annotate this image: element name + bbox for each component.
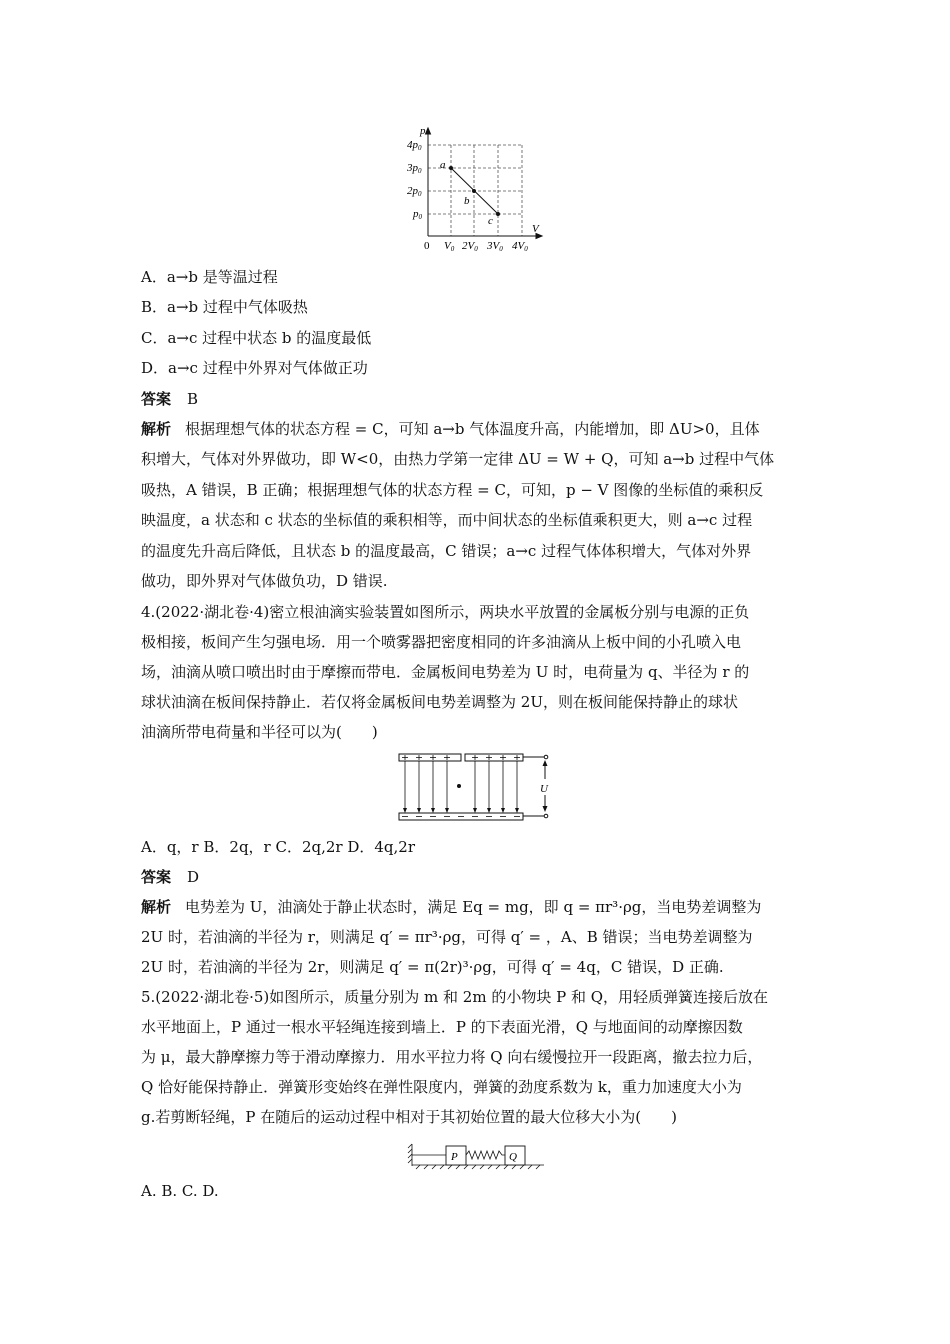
q3-analysis-line-1: 解析 根据理想气体的状态方程 = C，可知 a→b 气体温度升高，内能增加，即 ΔU>0，且体 bbox=[141, 420, 760, 438]
pv-axes bbox=[426, 128, 543, 239]
q5-options: A. B. C. D. bbox=[141, 1182, 219, 1200]
label-p: P bbox=[451, 1151, 458, 1163]
x-tick-4v0: 4V0 bbox=[512, 240, 528, 253]
q3-analysis-line-6: 做功，即外界对气体做负功，D 错误. bbox=[141, 572, 388, 590]
q4-answer: 答案 D bbox=[141, 868, 200, 886]
ground bbox=[412, 1165, 544, 1169]
q3-answer: 答案 B bbox=[141, 390, 199, 408]
q4-stem-line-1: 4.(2022·湖北卷·4)密立根油滴实验装置如图所示，两块水平放置的金属板分别与电源的正负 bbox=[141, 603, 750, 621]
q3-analysis-line-4: 映温度，a 状态和 c 状态的坐标值的乘积相等，而中间状态的坐标值乘积更大，则 a→c 过程 bbox=[141, 511, 753, 529]
label-c: c bbox=[488, 215, 493, 227]
q3-analysis-line-3: 吸热，A 错误，B 正确；根据理想气体的状态方程 = C，可知，p − V 图像的坐标值的乘积反 bbox=[141, 481, 764, 499]
q4-options: A．q，r B．2q，r C．2q,2r D．4q,2r bbox=[141, 838, 416, 856]
q4-analysis-line-2: 2U 时，若油滴的半径为 r，则满足 q′ = πr³·ρg，可得 q′ = ，A、B 错误；当电势差调整为 bbox=[141, 928, 753, 946]
q4-stem-line-5: 油滴所带电荷量和半径可以为( ) bbox=[141, 723, 378, 741]
voltage-label: U bbox=[540, 783, 548, 795]
spring-block-figure bbox=[406, 1140, 546, 1172]
x-tick-2v0: 2V0 bbox=[462, 240, 478, 253]
q5-stem-line-5: g.若剪断轻绳，P 在随后的运动过程中相对于其初始位置的最大位移大小为( ) bbox=[141, 1108, 677, 1126]
x-axis-label: V bbox=[532, 223, 539, 235]
q3-analysis-line-2: 积增大，气体对外界做功，即 W<0，由热力学第一定律 ΔU = W + Q，可知 a→b 过程中气体 bbox=[141, 450, 775, 468]
q4-analysis-line-1: 解析 电势差为 U，油滴处于静止状态时，满足 Eq = mg，即 q = πr³·ρg，当电势差调整为 bbox=[141, 898, 762, 916]
field-arrow-heads bbox=[403, 808, 519, 813]
q4-stem-line-3: 场，油滴从喷口喷出时由于摩擦而带电．金属板间电势差为 U 时，电荷量为 q、半径为 r 的 bbox=[141, 663, 750, 681]
wall bbox=[408, 1144, 412, 1166]
q4-stem-line-2: 极相接，板间产生匀强电场．用一个喷雾器把密度相同的许多油滴从上板中间的小孔喷入电 bbox=[141, 633, 742, 651]
q3-option-b: B．a→b 过程中气体吸热 bbox=[141, 298, 308, 316]
x-tick-3v0: 3V0 bbox=[487, 240, 503, 253]
x-tick-v0: V0 bbox=[444, 240, 455, 253]
spring bbox=[466, 1151, 505, 1159]
label-q: Q bbox=[509, 1151, 517, 1163]
q3-option-c: C．a→c 过程中状态 b 的温度最低 bbox=[141, 329, 372, 347]
q3-analysis-line-5: 的温度先升高后降低，且状态 b 的温度最高，C 错误；a→c 过程气体体积增大，气体对外界 bbox=[141, 542, 752, 560]
label-b: b bbox=[464, 195, 470, 207]
y-tick-labels bbox=[406, 139, 423, 221]
y-tick-4p0: 4p0 bbox=[407, 139, 422, 152]
point-b bbox=[472, 189, 476, 193]
q3-option-d: D．a→c 过程中外界对气体做正功 bbox=[141, 359, 368, 377]
q5-stem-line-1: 5.(2022·湖北卷·5)如图所示，质量分别为 m 和 2m 的小物块 P 和 Q，用轻质弹簧连接后放在 bbox=[141, 988, 769, 1006]
q3-option-a: A．a→b 是等温过程 bbox=[141, 268, 278, 286]
q5-stem-line-3: 为 μ，最大静摩擦力等于滑动摩擦力．用水平拉力将 Q 向右缓慢拉开一段距离，撤去拉力后， bbox=[141, 1048, 763, 1066]
y-tick-2p0: 2p0 bbox=[407, 185, 422, 198]
x-tick-labels bbox=[444, 240, 528, 253]
oil-drop bbox=[457, 784, 461, 788]
pv-graph bbox=[400, 124, 550, 256]
label-a: a bbox=[440, 159, 446, 171]
y-tick-p0: p0 bbox=[413, 208, 422, 221]
field-lines bbox=[405, 761, 517, 810]
point-c bbox=[496, 212, 500, 216]
q4-stem-line-4: 球状油滴在板间保持静止．若仅将金属板间电势差调整为 2U，则在板间能保持静止的球状 bbox=[141, 693, 738, 711]
y-axis-label: p bbox=[420, 125, 426, 137]
millikan-apparatus-figure bbox=[393, 748, 563, 830]
point-a bbox=[449, 166, 453, 170]
origin-label: 0 bbox=[424, 240, 430, 252]
q4-analysis-line-3: 2U 时，若油滴的半径为 2r，则满足 q′ = π(2r)³·ρg，可得 q′ = 4q，C 错误，D 正确. bbox=[141, 958, 724, 976]
q5-stem-line-2: 水平地面上，P 通过一根水平轻绳连接到墙上．P 的下表面光滑，Q 与地面间的动摩擦因数 bbox=[141, 1018, 743, 1036]
q5-stem-line-4: Q 恰好能保持静止．弹簧形变始终在弹性限度内，弹簧的劲度系数为 k，重力加速度大小为 bbox=[141, 1078, 742, 1096]
y-tick-3p0: 3p0 bbox=[407, 162, 422, 175]
